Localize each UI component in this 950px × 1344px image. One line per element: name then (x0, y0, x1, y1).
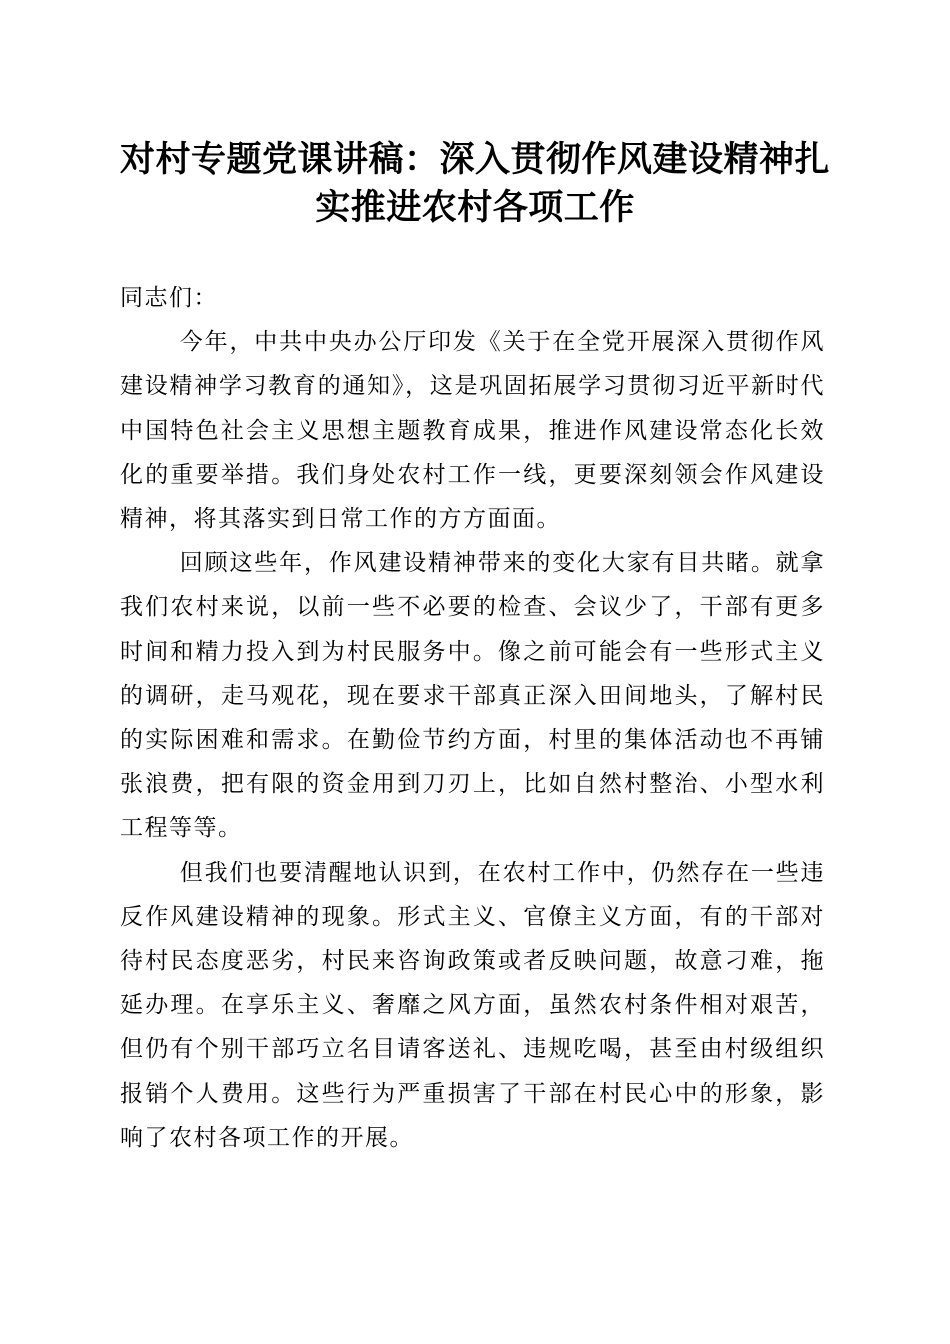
title-line-1: 对村专题党课讲稿：深入贯彻作风建设精神扎 (119, 139, 830, 180)
paragraph-1: 今年，中共中央办公厅印发《关于在全党开展深入贯彻作风建设精神学习教育的通知》，这是巩固拓展学习贯彻习近平新时代中国特色社会主义思想主题教育成果，推进作风建设常态化长效化的重要举措。我们身处农村工作一线，更要深刻领会作风建设精神，将其落实到日常工作的方方面面。 (120, 329, 825, 533)
paragraph-2: 回顾这些年，作风建设精神带来的变化大家有目共睹。就拿我们农村来说，以前一些不必要的检查、会议少了，干部有更多时间和精力投入到为村民服务中。像之前可能会有一些形式主义的调研，走马观花，现在要求干部真正深入田间地头，了解村民的实际困难和需求。在勤俭节约方面，村里的集体活动也不再铺张浪费，把有限的资金用到刀刃上，比如自然村整治、小型水利工程等等。 (120, 550, 825, 842)
title-line-2: 实推进农村各项工作 (315, 187, 635, 228)
paragraph-3: 但我们也要清醒地认识到，在农村工作中，仍然存在一些违反作风建设精神的现象。形式主义、官僚主义方面，有的干部对待村民态度恶劣，村民来咨询政策或者反映问题，故意刁难，拖延办理。在享乐主义、奢靡之风方面，虽然农村条件相对艰苦，但仍有个别干部巧立名目请客送礼、违规吃喝，甚至由村级组织报销个人费用。这些行为严重损害了干部在村民心中的形象，影响了农村各项工作的开展。 (120, 859, 825, 1151)
document-body (120, 276, 825, 1160)
document-title (100, 136, 850, 232)
salutation: 同志们： (120, 285, 218, 311)
